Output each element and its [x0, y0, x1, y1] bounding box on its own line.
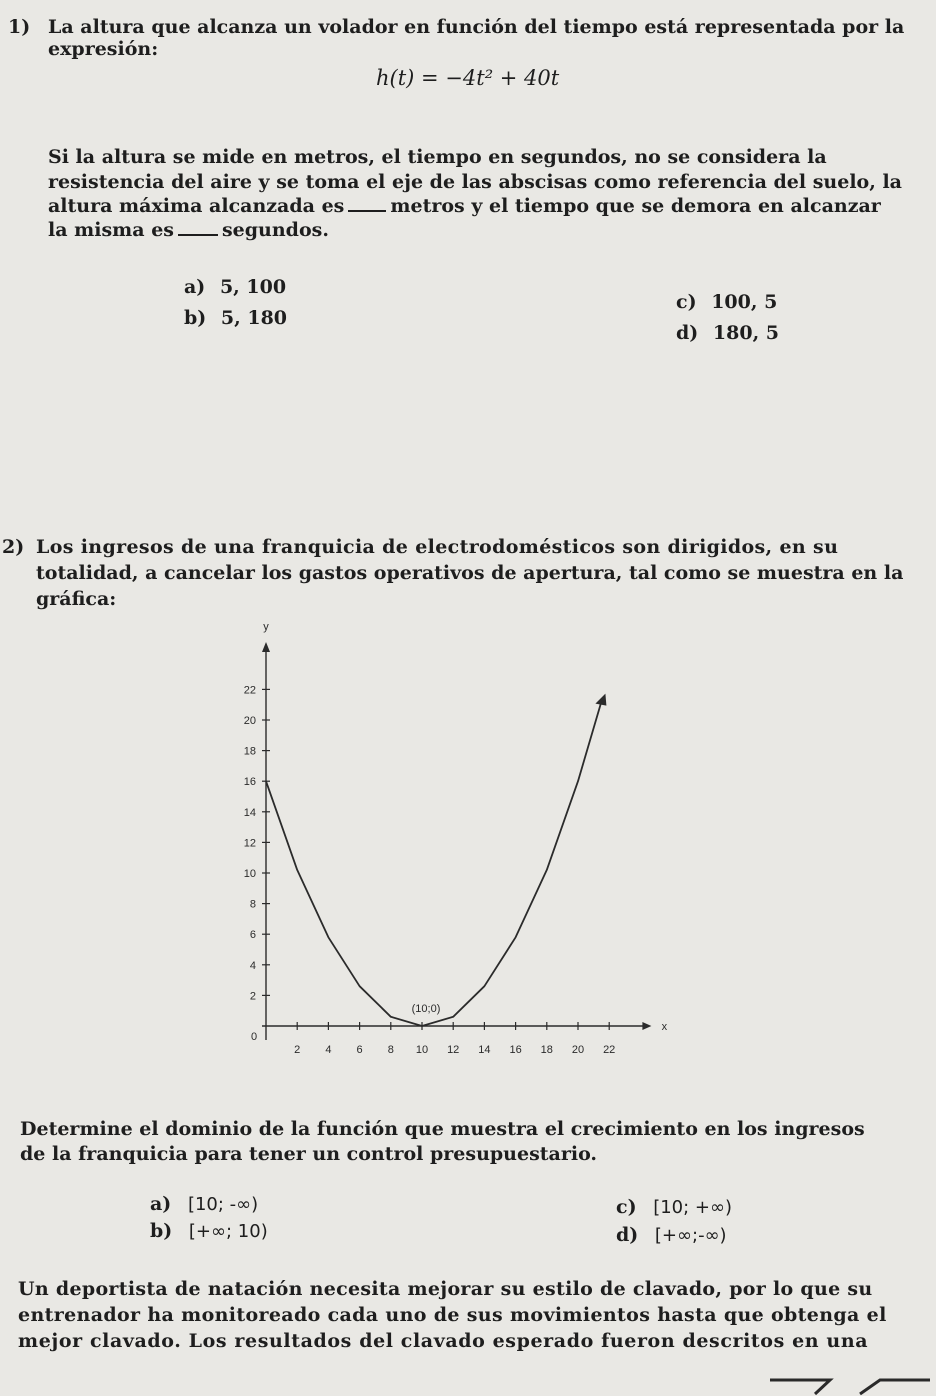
option-text: 180, 5 [712, 322, 780, 344]
curve-arrow [595, 694, 606, 706]
y-tick-label: 4 [249, 959, 256, 972]
option-label: c) [676, 291, 697, 313]
q1-body-line4 [48, 217, 329, 243]
y-tick-label: 2 [249, 990, 256, 1003]
x-tick-label: 2 [294, 1044, 301, 1056]
answer-blank-time[interactable] [178, 234, 218, 236]
x-axis-label: x [661, 1021, 668, 1033]
q1-option-a[interactable] [184, 276, 286, 298]
q2-option-c[interactable] [616, 1196, 732, 1218]
q1-body-line3 [48, 193, 881, 219]
option-label: a) [184, 276, 206, 298]
income-curve [266, 702, 601, 1026]
q3-line2: entrenador ha monitoreado cada uno de sus movimientos hasta que obtenga el [18, 1304, 887, 1326]
y-axis-arrow [262, 642, 270, 652]
q1-option-b[interactable] [184, 307, 287, 329]
x-tick-label: 8 [387, 1044, 394, 1056]
q1-option-d[interactable] [676, 322, 779, 344]
option-text: [10; +∞) [653, 1197, 732, 1218]
q2-line1: Los ingresos de una franquicia de electrodomésticos son dirigidos, en su [36, 536, 839, 558]
option-label: d) [676, 322, 699, 344]
q1-formula: h(t) = −4t² + 40t [376, 66, 560, 90]
option-label: d) [616, 1224, 639, 1246]
option-label: b) [150, 1220, 173, 1242]
q2-option-d[interactable] [616, 1224, 727, 1246]
q1-body-line4a: la misma es [48, 219, 174, 241]
x-tick-label: 20 [571, 1044, 585, 1056]
q3-line3: mejor clavado. Los resultados del clavado esperado fueron descritos en una [18, 1330, 869, 1352]
option-text: [+∞; 10) [188, 1221, 268, 1242]
option-label: c) [616, 1196, 637, 1218]
q2-number: 2) [2, 536, 25, 558]
option-text: [10; -∞) [187, 1194, 259, 1215]
q1-body-line3b: metros y el tiempo que se demora en alcanzar [390, 195, 881, 217]
q2-question-line2: de la franquicia para tener un control presupuestario. [20, 1143, 598, 1165]
x-tick-label: 12 [447, 1044, 460, 1056]
y-tick-label: 16 [243, 776, 256, 789]
y-tick-label: 20 [243, 715, 256, 727]
x-tick-label: 22 [603, 1044, 616, 1056]
q2-question-line1: Determine el dominio de la función que muestra el crecimiento en los ingresos [20, 1118, 865, 1140]
q2-line2: totalidad, a cancelar los gastos operativos de apertura, tal como se muestra en la [36, 562, 904, 584]
x-tick-label: 6 [356, 1044, 363, 1056]
option-text: 5, 100 [219, 276, 287, 298]
franchise-income-chart [200, 612, 680, 1082]
y-tick-label: 12 [243, 837, 256, 850]
x-tick-label: 16 [509, 1044, 522, 1056]
q3-line1: Un deportista de natación necesita mejorar su estilo de clavado, por lo que su [18, 1278, 873, 1300]
q1-body-line4b: segundos. [221, 219, 329, 241]
origin-label: 0 [250, 1031, 258, 1043]
x-tick-label: 14 [478, 1044, 491, 1056]
y-axis-label: y [263, 621, 269, 633]
q1-intro-line1: La altura que alcanza un volador en función del tiempo está representada por la [48, 16, 905, 38]
option-label: a) [150, 1193, 172, 1215]
y-tick-label: 22 [243, 684, 256, 697]
q2-line3: gráfica: [36, 588, 117, 610]
y-tick-label: 8 [249, 898, 256, 911]
y-tick-label: 18 [243, 745, 256, 758]
vertex-label: (10;0) [411, 1003, 441, 1015]
page-edge-decoration [760, 1376, 936, 1396]
option-text: 100, 5 [711, 291, 778, 313]
q1-body-line3a: altura máxima alcanzada es [48, 195, 345, 217]
x-axis-arrow [642, 1022, 651, 1030]
option-text: 5, 180 [220, 307, 288, 329]
q1-body-line1: Si la altura se mide en metros, el tiempo en segundos, no se considera la [48, 146, 827, 168]
x-tick-label: 10 [415, 1044, 429, 1056]
x-tick-label: 18 [540, 1044, 553, 1056]
q1-intro-line2: expresión: [48, 38, 159, 60]
q1-option-c[interactable] [676, 291, 777, 313]
option-label: b) [184, 307, 207, 329]
answer-blank-height[interactable] [348, 210, 386, 212]
x-tick-label: 4 [325, 1044, 332, 1056]
chart-layer [244, 621, 668, 1056]
y-tick-label: 14 [243, 806, 256, 819]
q1-number: 1) [8, 16, 31, 38]
q2-option-b[interactable] [150, 1220, 268, 1242]
y-tick-label: 10 [243, 868, 256, 880]
q1-body-line2: resistencia del aire y se toma el eje de las abscisas como referencia del suelo, la [48, 171, 902, 193]
q2-option-a[interactable] [150, 1193, 258, 1215]
option-text: [+∞;-∞) [654, 1225, 727, 1246]
y-tick-label: 6 [249, 929, 256, 942]
